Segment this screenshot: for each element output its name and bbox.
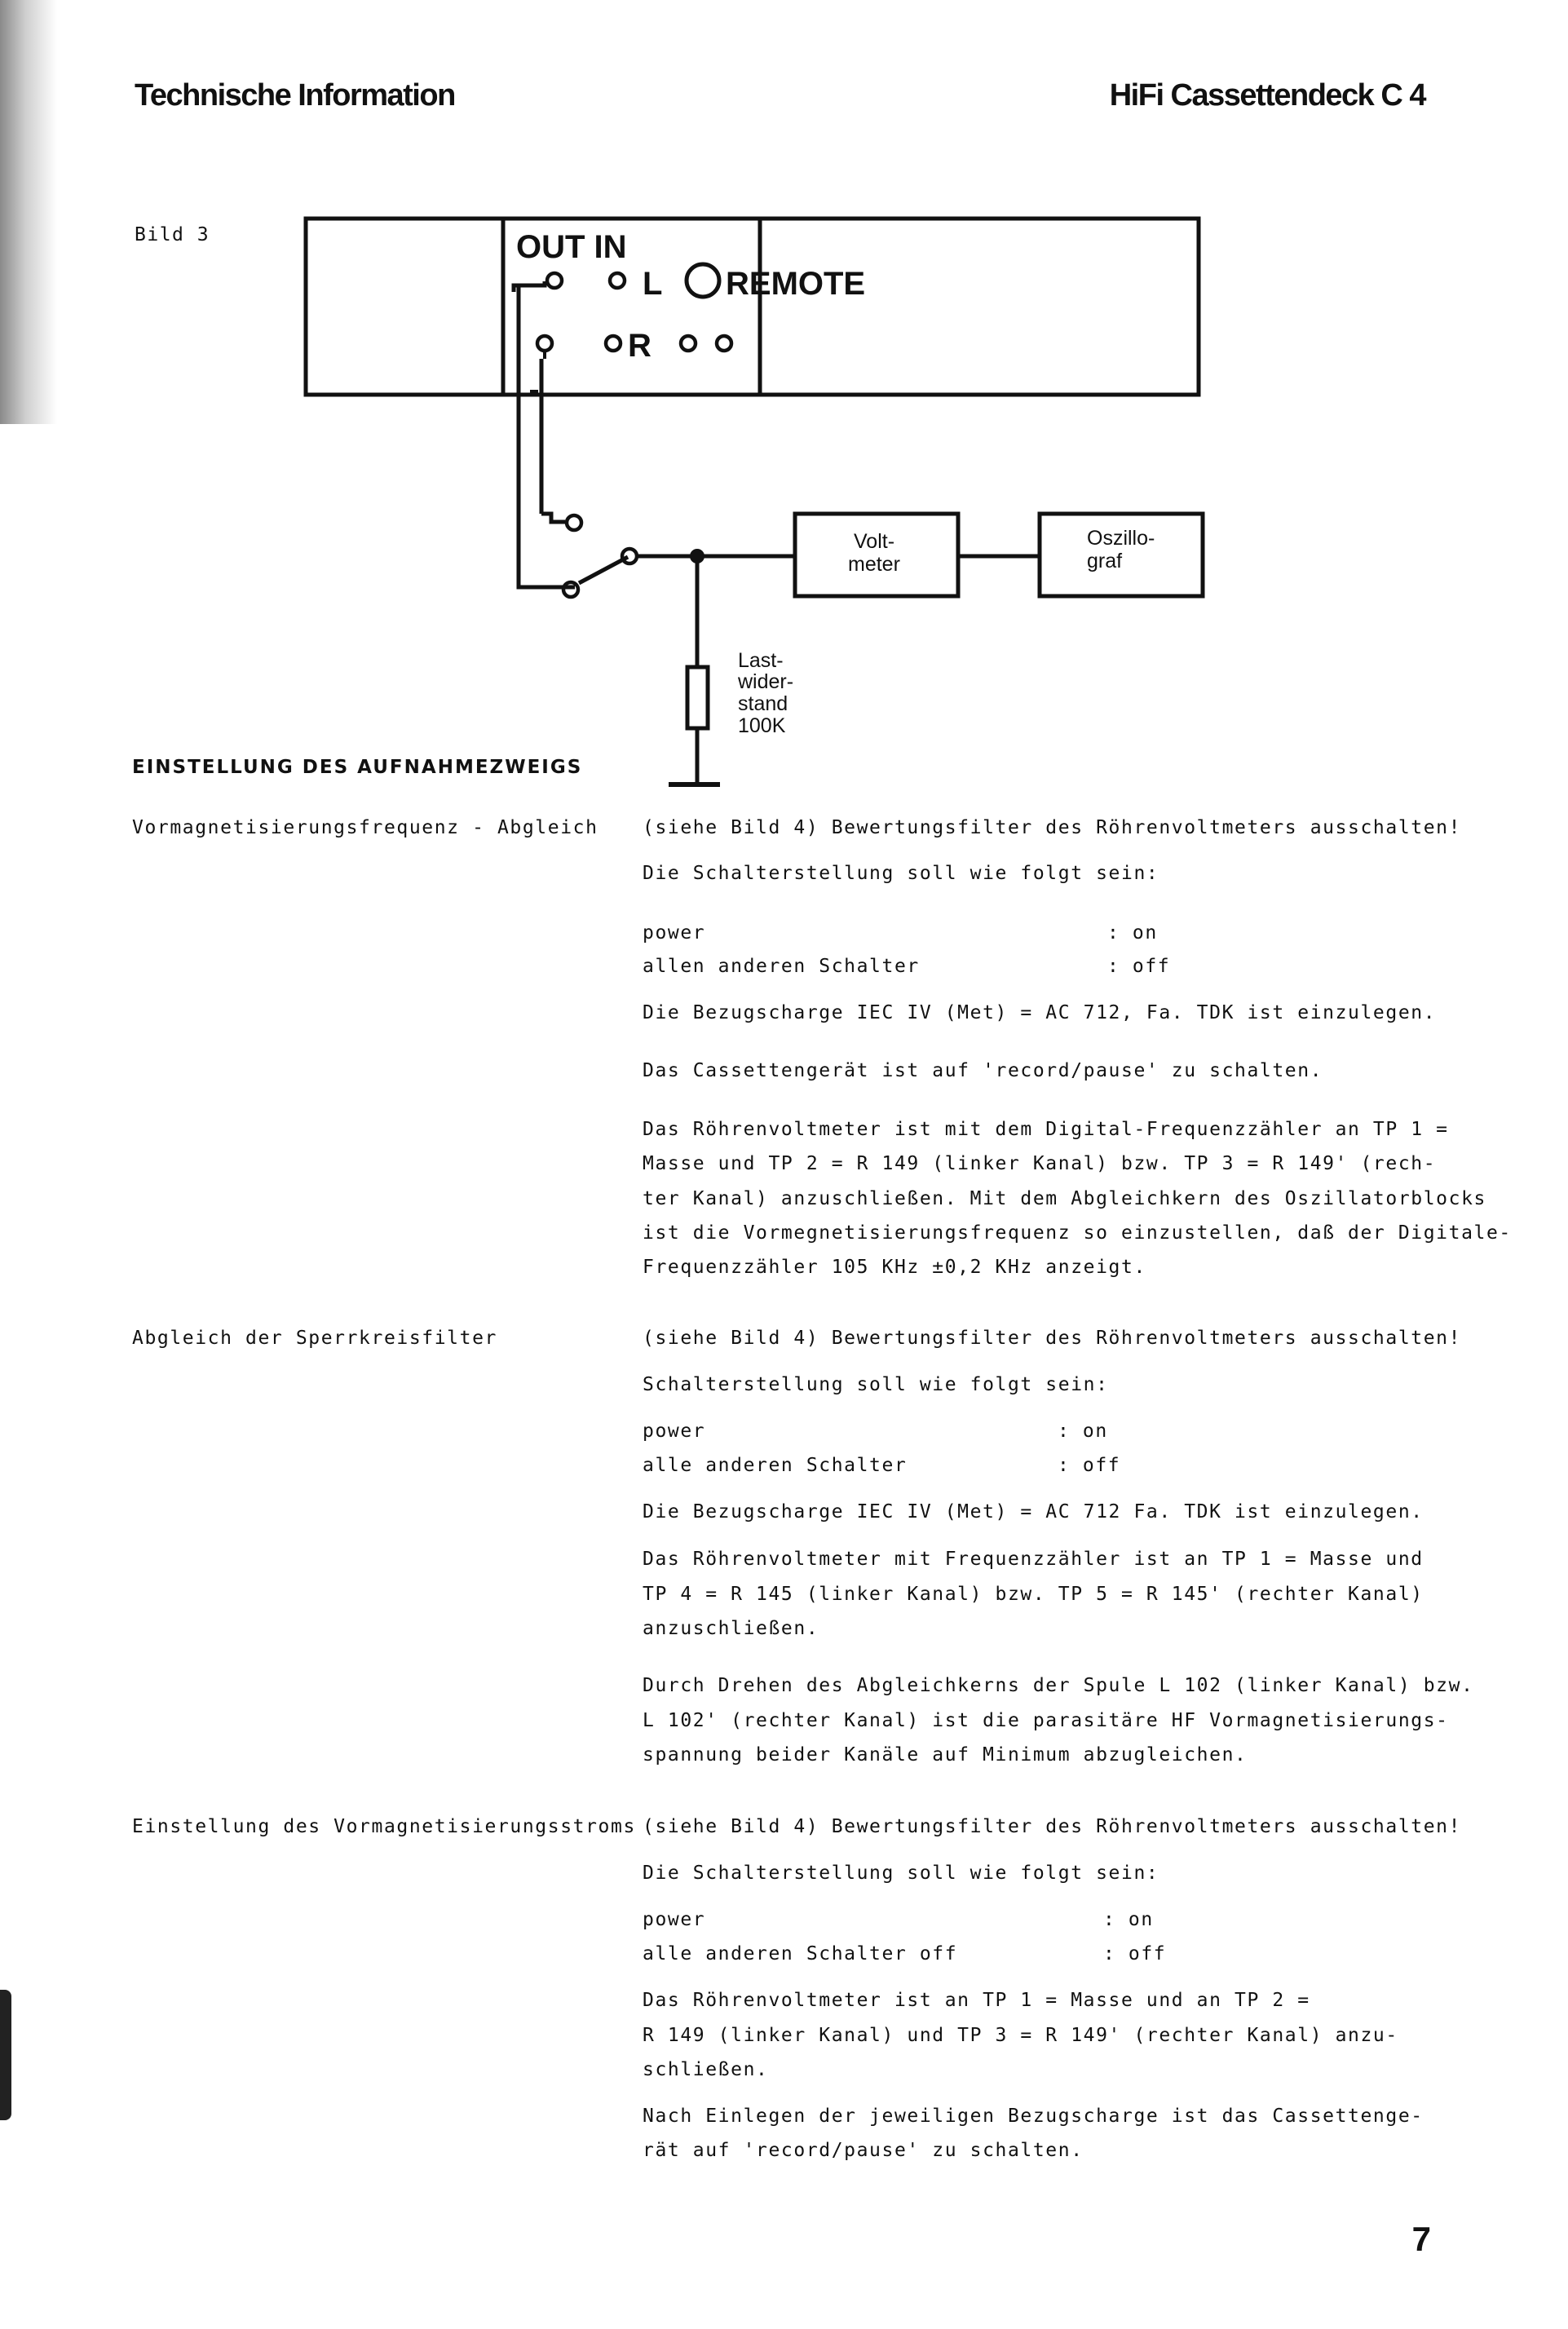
paragraph-line: Frequenzzähler 105 KHz ±0,2 KHz anzeigt.	[643, 1257, 1146, 1278]
switch-name: power	[643, 1421, 706, 1442]
switch-value: : off	[1107, 956, 1171, 977]
deck-panel-outline	[306, 219, 1199, 395]
switch-value: : on	[1103, 1909, 1154, 1930]
switch-name: alle anderen Schalter off	[643, 1943, 958, 1964]
paragraph-line: Das Röhrenvoltmeter mit Frequenzzähler ist an TP 1 = Masse und	[643, 1549, 1424, 1570]
switch-name: power	[643, 922, 706, 944]
switch-value: : off	[1058, 1455, 1121, 1476]
section-intro: (siehe Bild 4) Bewertungsfilter des Röhrenvoltmeters ausschalten!	[643, 817, 1462, 838]
switch-value: : on	[1107, 922, 1158, 944]
panel-left-label: L	[643, 266, 663, 302]
switch-name: power	[643, 1909, 706, 1930]
paragraph-line: ter Kanal) anzuschließen. Mit dem Abgleichkern des Oszillatorblocks	[643, 1188, 1486, 1209]
paragraph-line: Nach Einlegen der jeweiligen Bezugscharge ist das Cassettenge-	[643, 2106, 1424, 2127]
oscillograph-label-line1: Oszillo-	[1087, 527, 1155, 550]
scan-edge-mark	[0, 1990, 11, 2120]
paragraph-line: TP 4 = R 145 (linker Kanal) bzw. TP 5 = R 145' (rechter Kanal)	[643, 1584, 1424, 1605]
section-intro: (siehe Bild 4) Bewertungsfilter des Röhrenvoltmeters ausschalten!	[643, 1816, 1462, 1837]
switch-name: alle anderen Schalter	[643, 1455, 908, 1476]
panel-right-label: R	[628, 328, 651, 364]
panel-remote-label: REMOTE	[726, 266, 866, 302]
switch-value: : off	[1103, 1943, 1167, 1964]
paragraph-line: Das Röhrenvoltmeter ist mit dem Digital-Frequenzzähler an TP 1 =	[643, 1119, 1449, 1140]
page-number: 7	[1411, 2220, 1431, 2258]
voltmeter-label-line1: Volt-	[854, 530, 895, 553]
section-heading: Abgleich der Sperrkreisfilter	[132, 1328, 497, 1349]
paragraph-line: Die Bezugscharge IEC IV (Met) = AC 712, Fa. TDK ist einzulegen.	[643, 1002, 1437, 1023]
paragraph-line: ist die Vormegnetisierungsfrequenz so einzustellen, daß der Digitale-	[643, 1222, 1512, 1244]
resistor-label-line4: 100K	[738, 714, 786, 737]
section-intro: (siehe Bild 4) Bewertungsfilter des Röhrenvoltmeters ausschalten!	[643, 1328, 1462, 1349]
switch-name: allen anderen Schalter	[643, 956, 920, 977]
voltmeter-label-line2: meter	[848, 553, 900, 576]
paragraph-line: anzuschließen.	[643, 1618, 819, 1639]
switch-intro: Schalterstellung soll wie folgt sein:	[643, 1374, 1109, 1395]
section-heading: Einstellung des Vormagnetisierungsstroms	[132, 1816, 636, 1837]
paragraph-line: Das Röhrenvoltmeter ist an TP 1 = Masse und an TP 2 =	[643, 1990, 1310, 2011]
switch-value: : on	[1058, 1421, 1108, 1442]
paragraph-line: schließen.	[643, 2059, 769, 2080]
paragraph-line: Masse und TP 2 = R 149 (linker Kanal) bzw. TP 3 = R 149' (rech-	[643, 1153, 1437, 1174]
resistor-label-line2: wider-	[738, 670, 794, 693]
figure-label: Bild 3	[135, 224, 210, 245]
connection-diagram	[0, 0, 1568, 815]
paragraph-line: Das Cassettengerät ist auf 'record/pause' zu schalten.	[643, 1060, 1323, 1081]
paragraph-line: spannung beider Kanäle auf Minimum abzugleichen.	[643, 1744, 1248, 1766]
paragraph-line: R 149 (linker Kanal) und TP 3 = R 149' (rechter Kanal) anzu-	[643, 2025, 1398, 2046]
switch-intro: Die Schalterstellung soll wie folgt sein:	[643, 863, 1159, 884]
panel-out-in-text: OUT IN	[516, 229, 627, 265]
paragraph-line: L 102' (rechter Kanal) ist die parasitäre HF Vormagnetisierungs-	[643, 1710, 1449, 1731]
switch-intro: Die Schalterstellung soll wie folgt sein:	[643, 1863, 1159, 1884]
resistor-label-line3: stand	[738, 692, 788, 715]
header-title-right: HiFi Cassettendeck C 4	[1109, 78, 1425, 113]
header-title-left: Technische Information	[135, 78, 455, 113]
paragraph-line: Durch Drehen des Abgleichkerns der Spule L 102 (linker Kanal) bzw.	[643, 1675, 1474, 1696]
section-heading: Vormagnetisierungsfrequenz - Abgleich	[132, 817, 598, 838]
paragraph-line: Die Bezugscharge IEC IV (Met) = AC 712 Fa. TDK ist einzulegen.	[643, 1501, 1424, 1522]
resistor-label-line1: Last-	[738, 649, 784, 672]
section-title: EINSTELLUNG DES AUFNAHMEZWEIGS	[132, 757, 583, 778]
oscillograph-label-line2: graf	[1087, 550, 1123, 572]
paragraph-line: rät auf 'record/pause' zu schalten.	[643, 2140, 1084, 2161]
